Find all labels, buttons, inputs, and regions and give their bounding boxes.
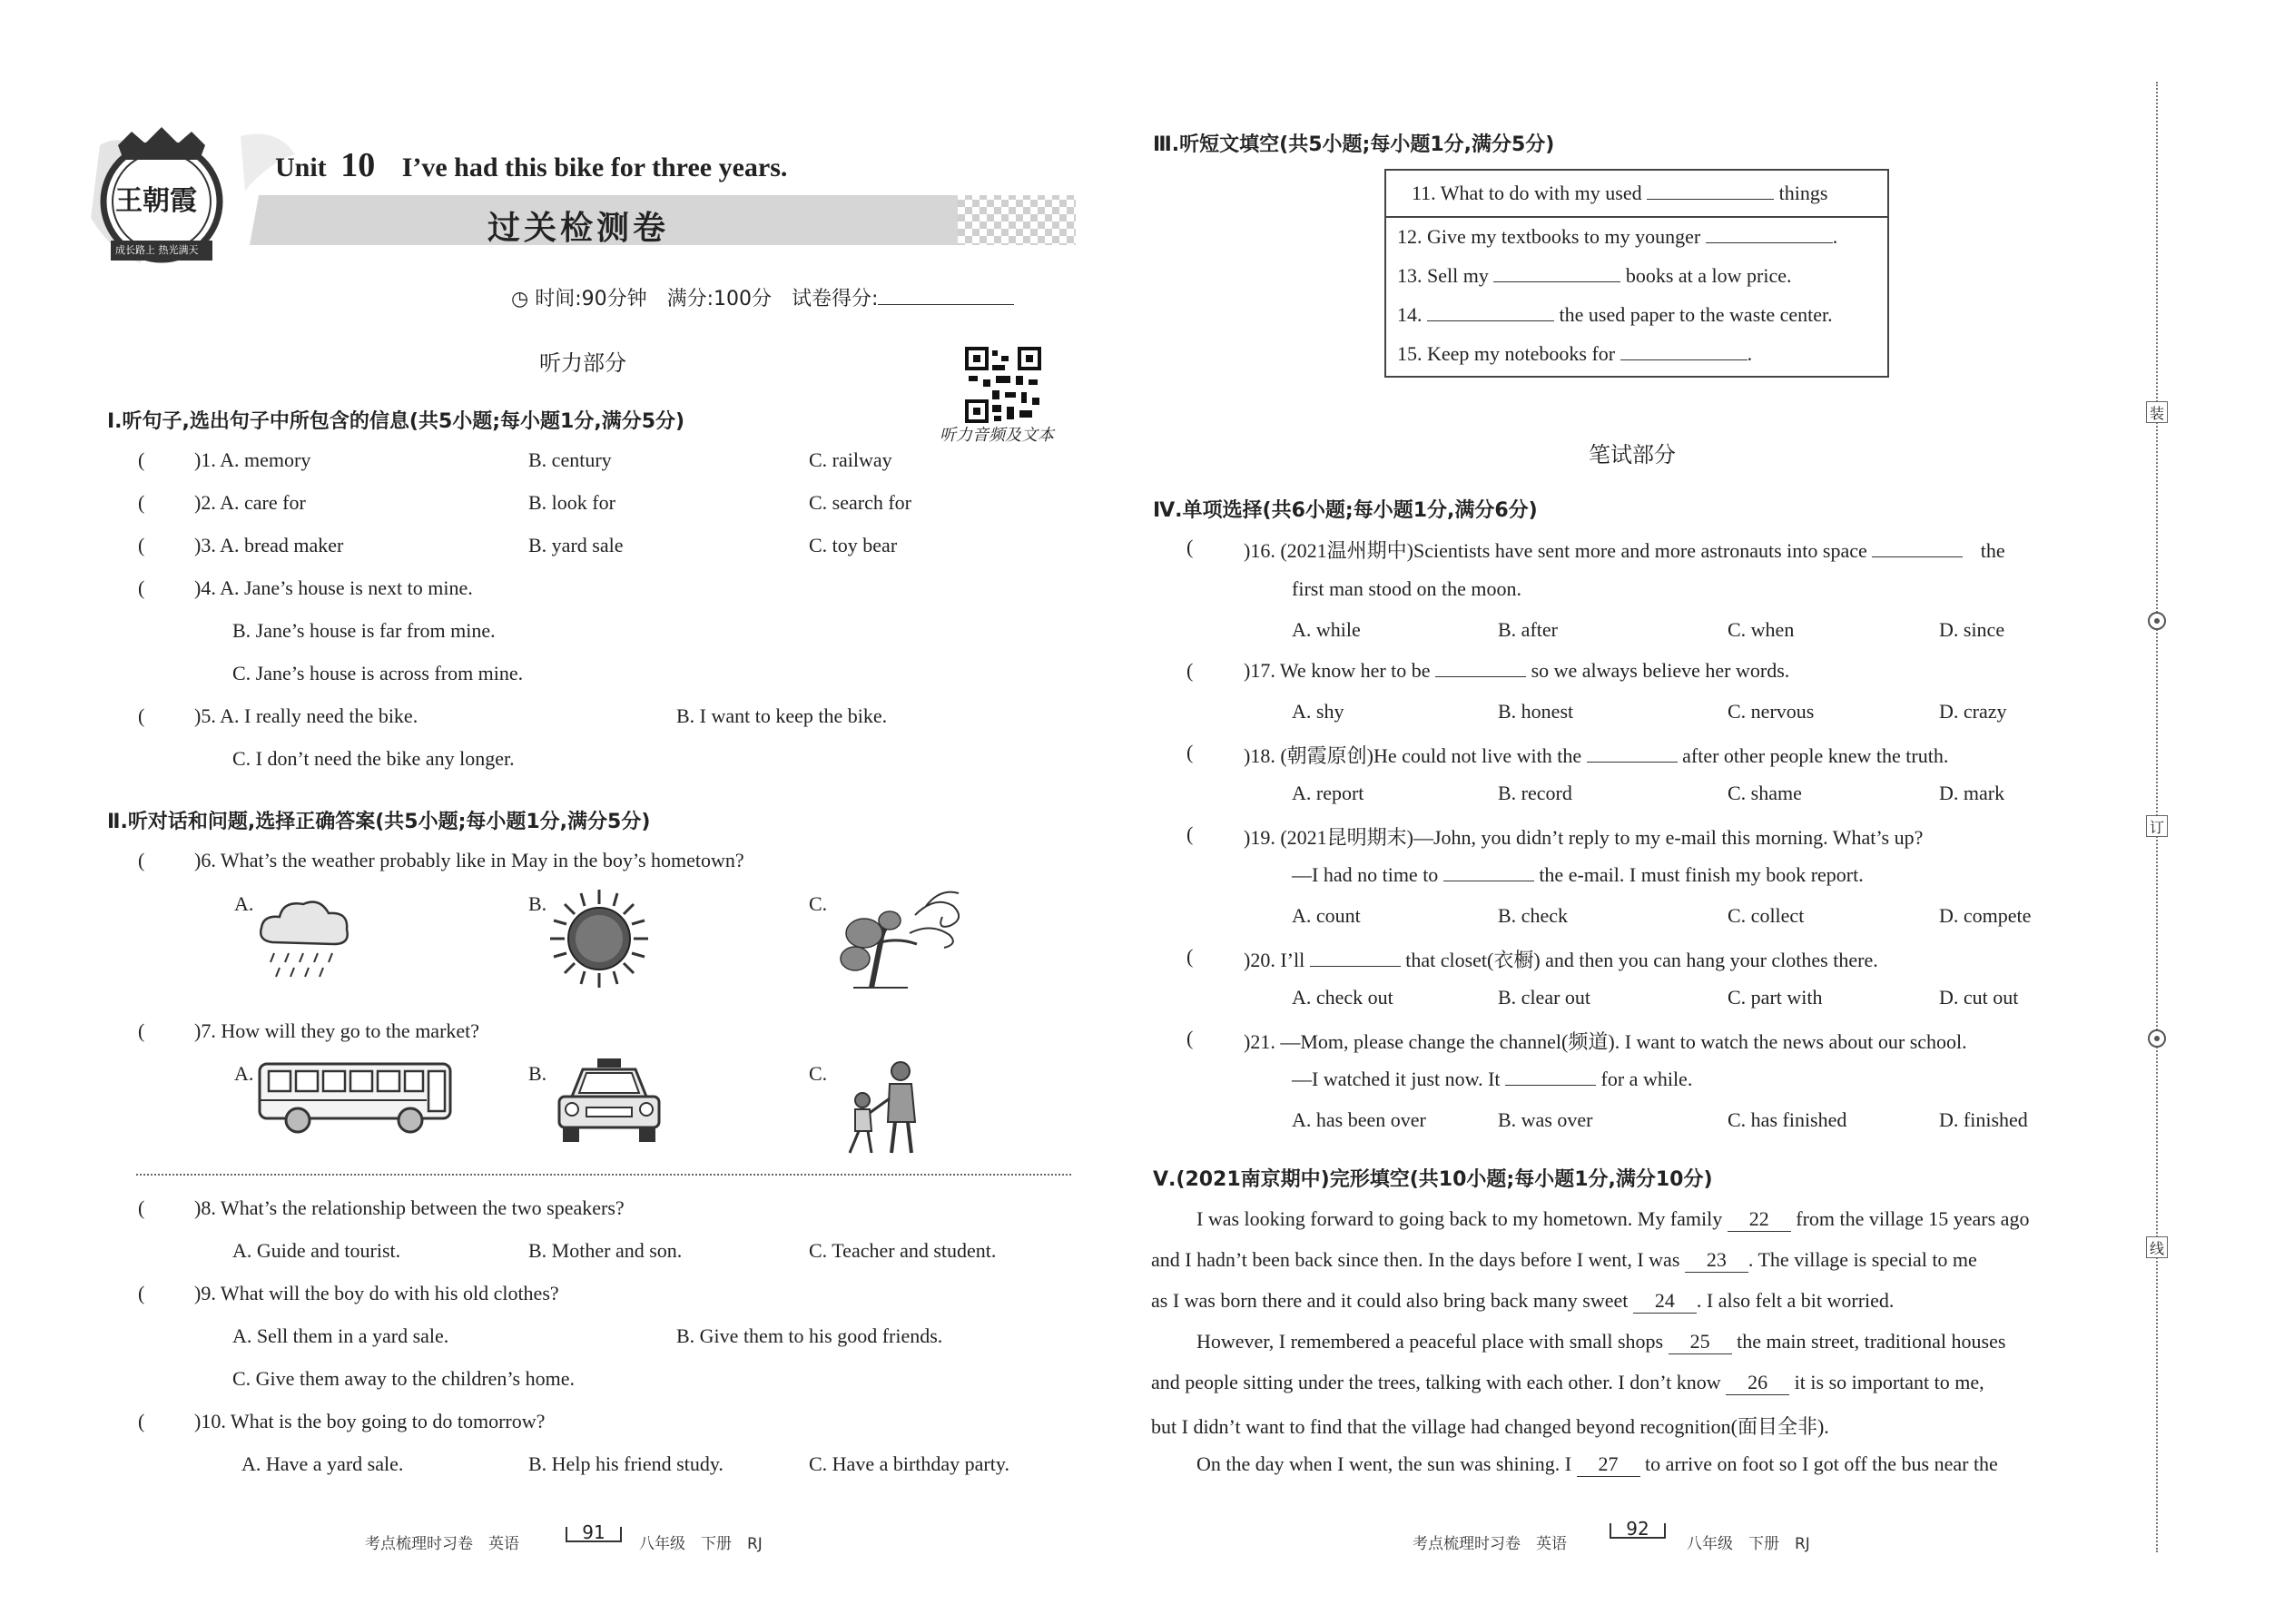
q7-label-b: B.	[528, 1062, 547, 1085]
q20-option-b: B. clear out	[1498, 986, 1591, 1009]
q9-option-b: B. Give them to his good friends.	[676, 1324, 943, 1347]
cloze-2a: and I hadn’t been back since then. In the days before I went, I was	[1151, 1248, 1680, 1271]
blank-14	[1427, 304, 1554, 321]
windy-tree-icon	[835, 888, 967, 992]
banner-title: 过关检测卷	[487, 210, 670, 247]
q10-option-c: C. Have a birthday party.	[809, 1452, 1009, 1475]
answer-paren: (	[138, 1282, 145, 1304]
cloze-blank-23: 23	[1685, 1248, 1748, 1273]
q9-question: )9. What will the boy do with his old clothes?	[194, 1282, 559, 1304]
clock-icon: ◷	[511, 288, 536, 310]
q19-source: )19. (2021昆明期末)	[1244, 826, 1413, 849]
blank-12	[1706, 226, 1833, 243]
row12-text-a: 12. Give my textbooks to my younger	[1397, 225, 1701, 248]
q2-option-a: )2. A. care for	[194, 491, 306, 514]
footer-left-series: 考点梳理时习卷 英语	[365, 1535, 519, 1553]
q19-line2	[1292, 863, 1864, 887]
section2-title: Ⅱ.听对话和问题,选择正确答案(共5小题;每小题1分,满分5分)	[107, 811, 651, 833]
binding-mark-1: 装	[2146, 401, 2168, 423]
q21-line2	[1292, 1068, 1692, 1091]
fill-row-12	[1397, 225, 1898, 249]
blank-21	[1505, 1068, 1596, 1086]
footer-right-grade: 八年级 下册 RJ	[1687, 1535, 1810, 1553]
blank-13	[1493, 265, 1620, 282]
q20-option-d: D. cut out	[1939, 986, 2019, 1009]
q20-line1	[1244, 945, 1878, 973]
footer-right-series: 考点梳理时习卷 英语	[1413, 1535, 1567, 1553]
answer-paren: (	[138, 576, 145, 599]
q21-line2-b: for a while.	[1600, 1068, 1693, 1090]
q19-option-d: D. compete	[1939, 904, 2032, 927]
answer-paren: (	[138, 1196, 145, 1219]
q1-option-c: C. railway	[809, 448, 892, 471]
q19-option-c: C. collect	[1728, 904, 1805, 927]
q5-option-b: B. I want to keep the bike.	[676, 704, 888, 727]
footer-left-grade: 八年级 下册 RJ	[639, 1535, 763, 1553]
q6-label-a: A.	[234, 892, 254, 915]
q7-label-c: C.	[809, 1062, 828, 1085]
q16-source: )16. (2021温州期中)	[1244, 539, 1413, 562]
q2-option-b: B. look for	[528, 491, 615, 514]
fill-row-11	[1412, 182, 1913, 205]
q21-option-d: D. finished	[1939, 1108, 2028, 1131]
answer-paren: (	[1186, 945, 1194, 968]
q16-option-d: D. since	[1939, 618, 2005, 641]
q1-option-b: B. century	[528, 448, 612, 471]
q21-line2-a: —I watched it just now. It	[1292, 1068, 1501, 1090]
row15-text-b: .	[1747, 342, 1753, 365]
q8-question: )8. What’s the relationship between the two speakers?	[194, 1196, 625, 1219]
row13-text-b: books at a low price.	[1625, 264, 1792, 287]
binding-hole-icon	[2146, 1028, 2168, 1049]
cloze-line-1	[1196, 1207, 2029, 1232]
q16-end: the	[1980, 539, 2005, 562]
cloze-line-4	[1196, 1330, 2005, 1354]
unit-heading	[275, 145, 787, 185]
q8-option-b: B. Mother and son.	[528, 1239, 683, 1262]
binding-hole-icon	[2146, 610, 2168, 632]
cloze-line-2	[1151, 1248, 1977, 1273]
q19-option-b: B. check	[1498, 904, 1568, 927]
q19-line1	[1244, 822, 1923, 851]
q21-line1: )21. —Mom, please change the channel(频道). I want to watch the news about our school.	[1244, 1030, 1967, 1053]
walking-people-icon	[835, 1058, 926, 1160]
row15-text-a: 15. Keep my notebooks for	[1397, 342, 1616, 365]
q21-option-a: A. has been over	[1292, 1108, 1426, 1131]
row14-text-b: the used paper to the waste center.	[1559, 303, 1833, 326]
fill-row-13	[1397, 264, 1898, 288]
qr-caption: 听力音频及文本	[940, 426, 1054, 444]
q16-line1	[1244, 536, 2005, 564]
q16-text: Scientists have sent more and more astronauts into space	[1413, 539, 1867, 562]
binding-mark-3: 线	[2146, 1236, 2168, 1258]
footer-right-page: 92	[1626, 1518, 1649, 1540]
blank-17	[1435, 660, 1526, 677]
cloze-4b: the main street, traditional houses	[1737, 1330, 2006, 1353]
bus-icon	[256, 1060, 458, 1135]
q16-option-c: C. when	[1728, 618, 1795, 641]
cloze-blank-24: 24	[1633, 1289, 1697, 1314]
q18-option-a: A. report	[1292, 782, 1364, 804]
q18-option-d: D. mark	[1939, 782, 2005, 804]
q10-option-a: A. Have a yard sale.	[241, 1452, 404, 1475]
fill-box-separator	[1386, 216, 1887, 218]
cloze-1a: I was looking forward to going back to my hometown. My family	[1196, 1207, 1723, 1230]
q18-line1	[1244, 741, 1948, 769]
q6-question: )6. What’s the weather probably like in May in the boy’s hometown?	[194, 849, 744, 871]
cloze-blank-22: 22	[1728, 1207, 1791, 1232]
q3-option-a: )3. A. bread maker	[194, 534, 344, 556]
q17-option-b: B. honest	[1498, 700, 1574, 723]
exam-meta-text: 时间:90分钟 满分:100分 试卷得分:	[535, 288, 879, 310]
dotted-divider	[136, 1174, 1071, 1176]
unit-label: Unit	[275, 153, 327, 182]
cloze-7a: On the day when I went, the sun was shining. I	[1196, 1452, 1572, 1475]
q19-line2-b: the e-mail. I must finish my book report.	[1539, 863, 1864, 886]
q20-end: that closet(衣橱) and then you can hang your clothes there.	[1405, 949, 1878, 971]
cloze-7b: to arrive on foot so I got off the bus near the	[1645, 1452, 1998, 1475]
answer-paren: (	[138, 1019, 145, 1042]
q2-option-c: C. search for	[809, 491, 912, 514]
answer-paren: (	[1186, 659, 1194, 682]
q20-option-a: A. check out	[1292, 986, 1393, 1009]
fill-row-14	[1397, 303, 1898, 327]
q16-option-b: B. after	[1498, 618, 1558, 641]
q16-line2: first man stood on the moon.	[1292, 577, 1521, 600]
q4-option-c: C. Jane’s house is across from mine.	[232, 662, 524, 684]
page-bracket	[1609, 1521, 1667, 1543]
blank-11	[1647, 182, 1774, 200]
section1-title: Ⅰ.听句子,选出句子中所包含的信息(共5小题;每小题1分,满分5分)	[107, 410, 685, 433]
q7-question: )7. How will they go to the market?	[194, 1019, 480, 1042]
q16-option-a: A. while	[1292, 618, 1361, 641]
blank-20	[1310, 950, 1401, 967]
q21-option-b: B. was over	[1498, 1108, 1593, 1131]
score-blank	[878, 288, 1014, 305]
footer-left-page: 91	[582, 1521, 605, 1543]
q19-option-a: A. count	[1292, 904, 1361, 927]
q18-option-b: B. record	[1498, 782, 1572, 804]
blank-18	[1587, 745, 1678, 763]
q1-option-a: )1. A. memory	[194, 448, 311, 471]
cloze-3b: . I also felt a bit worried.	[1696, 1289, 1895, 1312]
q18-source: )18. (朝霞原创)	[1244, 744, 1373, 767]
answer-paren: (	[1186, 741, 1194, 763]
cloze-5a: and people sitting under the trees, talking with each other. I don’t know	[1151, 1371, 1721, 1393]
q18-end: after other people knew the truth.	[1682, 744, 1949, 767]
q19-text: —John, you didn’t reply to my e-mail this morning. What’s up?	[1413, 826, 1924, 849]
cloze-blank-27: 27	[1577, 1452, 1640, 1477]
writing-title: 笔试部分	[1589, 442, 1676, 468]
logo-name: 王朝霞	[115, 185, 197, 217]
answer-paren: (	[138, 491, 145, 514]
cloze-line-6: but I didn’t want to find that the village had changed beyond recognition(面目全非).	[1151, 1415, 1829, 1438]
q8-option-c: C. Teacher and student.	[809, 1239, 997, 1262]
taxi-icon	[554, 1057, 663, 1147]
q5-option-a: )5. A. I really need the bike.	[194, 704, 418, 727]
exam-meta	[511, 283, 1014, 311]
unit-number: 10	[340, 146, 376, 184]
q17-option-a: A. shy	[1292, 700, 1344, 723]
binding-mark-2: 订	[2146, 815, 2168, 837]
answer-paren: (	[138, 849, 145, 871]
cloze-line-7	[1196, 1452, 1998, 1477]
logo-ribbon: 成长路上 热光满天	[115, 244, 199, 256]
q18-text: He could not live with the	[1373, 744, 1582, 767]
q21-option-c: C. has finished	[1728, 1108, 1847, 1131]
unit-title: I’ve had this bike for three years.	[401, 153, 788, 182]
answer-paren: (	[1186, 536, 1194, 558]
answer-paren: (	[138, 448, 145, 471]
cloze-line-5	[1151, 1371, 1984, 1395]
section5-title: Ⅴ.(2021南京期中)完形填空(共10小题;每小题1分,满分10分)	[1153, 1168, 1713, 1191]
answer-paren: (	[1186, 822, 1194, 845]
sun-icon	[548, 888, 650, 989]
blank-19	[1443, 864, 1534, 881]
q5-option-c: C. I don’t need the bike any longer.	[232, 747, 515, 770]
answer-paren: (	[1186, 1027, 1194, 1049]
q6-label-b: B.	[528, 892, 547, 915]
row11-text-b: things	[1778, 182, 1828, 204]
qr-code-icon	[965, 347, 1041, 423]
q19-line2-a: —I had no time to	[1292, 863, 1439, 886]
q3-option-b: B. yard sale	[528, 534, 624, 556]
q9-option-a: A. Sell them in a yard sale.	[232, 1324, 449, 1347]
q10-option-b: B. Help his friend study.	[528, 1452, 724, 1475]
cloze-2b: . The village is special to me	[1748, 1248, 1977, 1271]
q8-option-a: A. Guide and tourist.	[232, 1239, 401, 1262]
answer-paren: (	[138, 1410, 145, 1432]
cloze-blank-26: 26	[1726, 1371, 1789, 1395]
blank-16	[1872, 540, 1963, 557]
q3-option-c: C. toy bear	[809, 534, 898, 556]
listening-title: 听力部分	[539, 350, 626, 376]
q4-option-a: )4. A. Jane’s house is next to mine.	[194, 576, 473, 599]
q17-text: )17. We know her to be	[1244, 659, 1431, 682]
page-bracket	[565, 1525, 623, 1547]
q20-text: )20. I’ll	[1244, 949, 1305, 971]
q17-option-c: C. nervous	[1728, 700, 1815, 723]
cloze-blank-25: 25	[1669, 1330, 1732, 1354]
rain-cloud-icon	[256, 897, 356, 988]
cloze-line-3	[1151, 1289, 1894, 1314]
row12-text-b: .	[1832, 225, 1838, 248]
section3-title: Ⅲ.听短文填空(共5小题;每小题1分,满分5分)	[1153, 133, 1555, 156]
q17-line1	[1244, 659, 1789, 683]
q18-option-c: C. shame	[1728, 782, 1802, 804]
q17-option-d: D. crazy	[1939, 700, 2007, 723]
q4-option-b: B. Jane’s house is far from mine.	[232, 619, 496, 642]
q10-question: )10. What is the boy going to do tomorrow?	[194, 1410, 546, 1432]
answer-paren: (	[138, 534, 145, 556]
answer-paren: (	[138, 704, 145, 727]
cloze-1b: from the village 15 years ago	[1796, 1207, 2030, 1230]
row14-text-a: 14.	[1397, 303, 1423, 326]
q20-option-c: C. part with	[1728, 986, 1823, 1009]
row13-text-a: 13. Sell my	[1397, 264, 1489, 287]
cloze-3a: as I was born there and it could also bring back many sweet	[1151, 1289, 1629, 1312]
blank-15	[1620, 343, 1748, 360]
q6-label-c: C.	[809, 892, 828, 915]
q9-option-c: C. Give them away to the children’s home.	[232, 1367, 575, 1390]
q7-label-a: A.	[234, 1062, 254, 1085]
cloze-4a: However, I remembered a peaceful place with small shops	[1196, 1330, 1664, 1353]
fill-row-15	[1397, 342, 1898, 366]
fill-in-box	[1384, 169, 1889, 378]
cloze-5b: it is so important to me,	[1794, 1371, 1984, 1393]
row11-text-a: 11. What to do with my used	[1412, 182, 1642, 204]
section4-title: Ⅳ.单项选择(共6小题;每小题1分,满分6分)	[1153, 499, 1538, 522]
q17-end: so we always believe her words.	[1531, 659, 1790, 682]
